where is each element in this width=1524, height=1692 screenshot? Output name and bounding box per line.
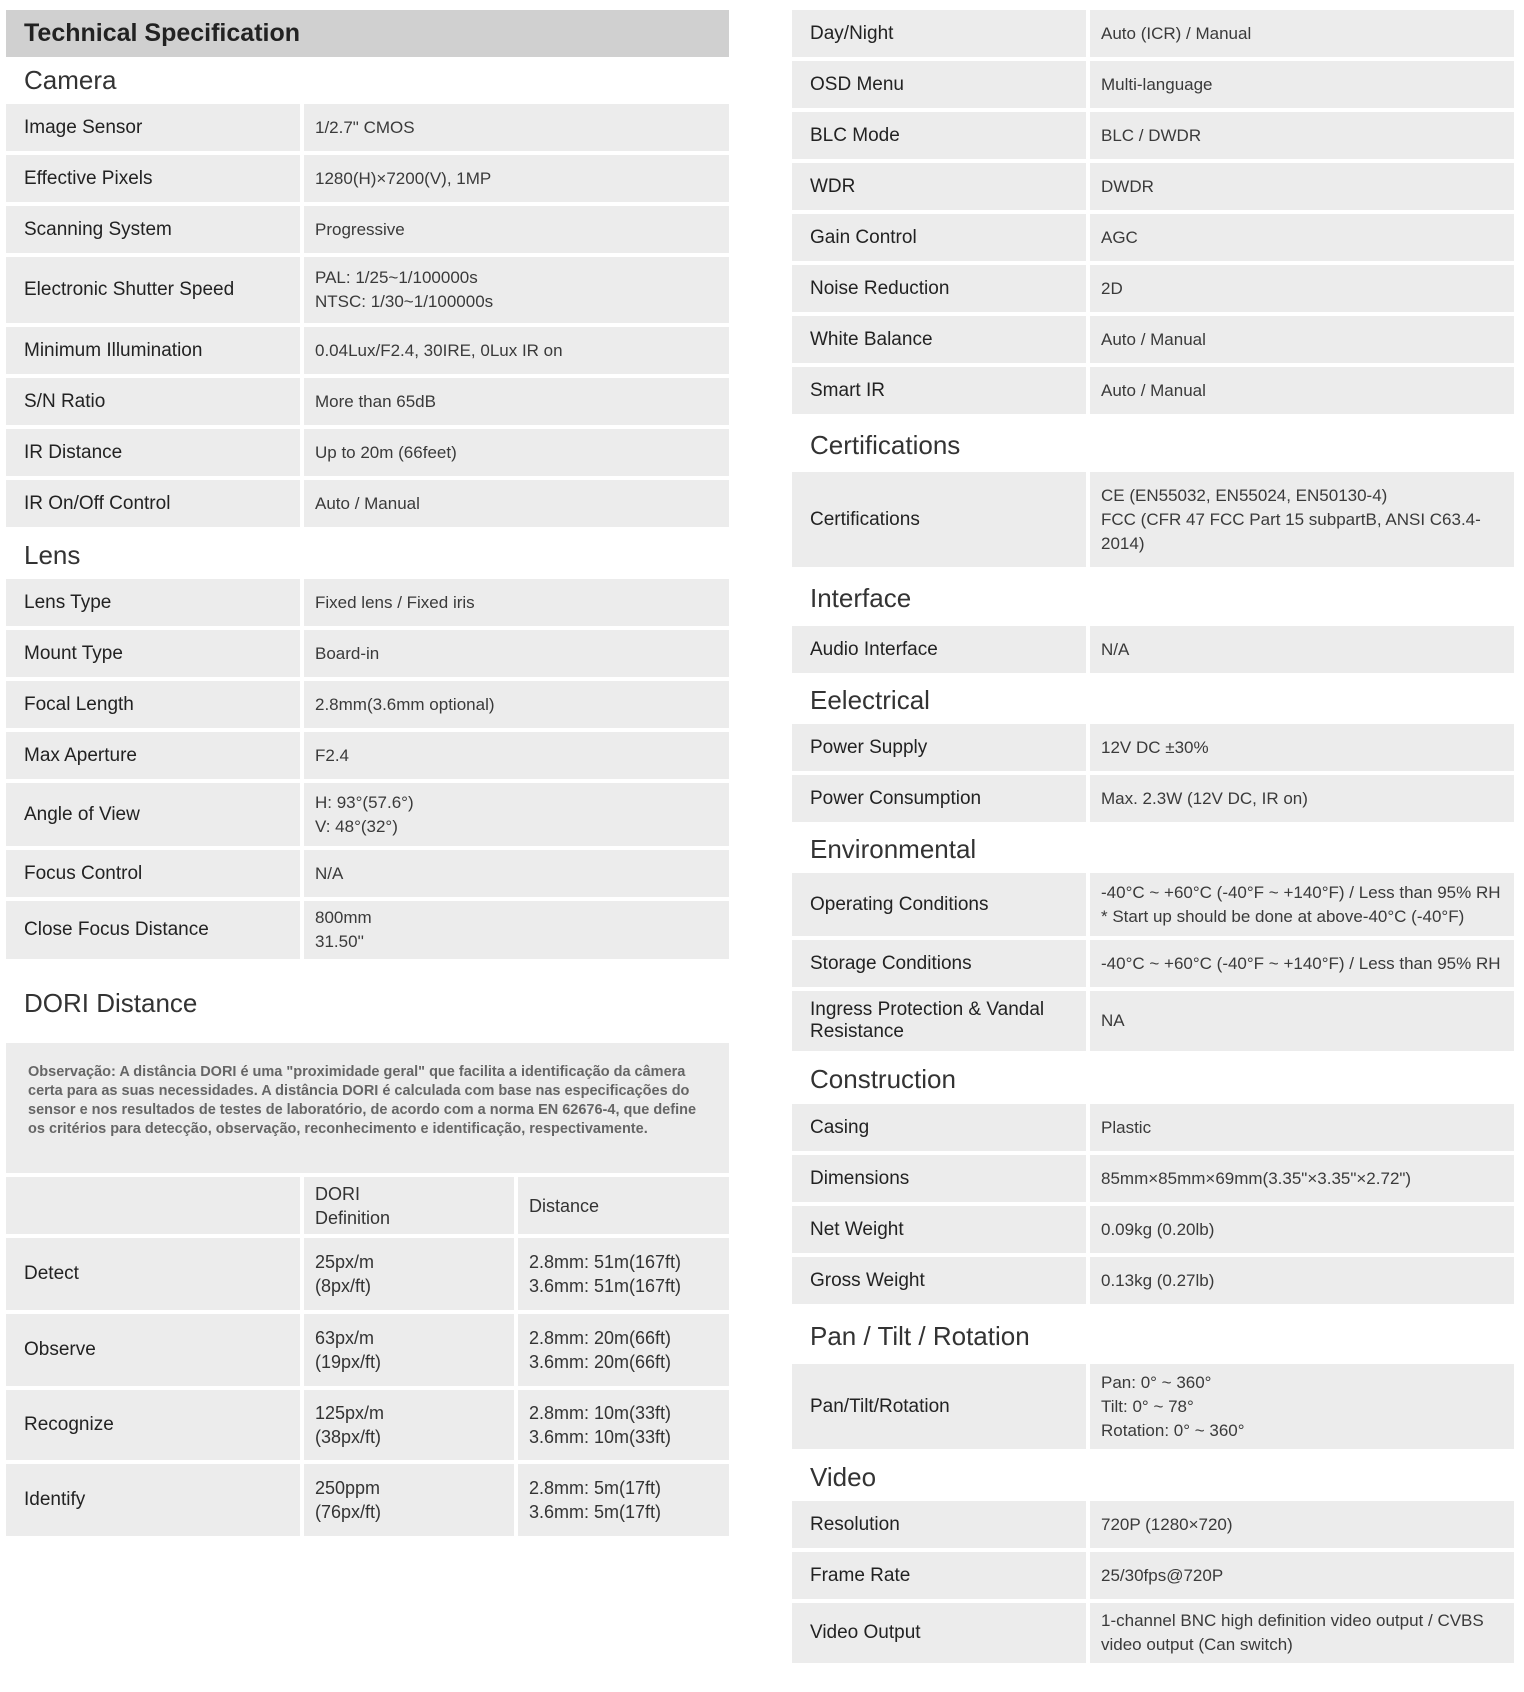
dori-definition: 125px/m (38px/ft) — [304, 1390, 514, 1460]
dori-section — [6, 963, 729, 1536]
spec-label: Scanning System — [6, 206, 300, 253]
spec-label: Frame Rate — [792, 1552, 1086, 1599]
dori-label: Identify — [6, 1464, 300, 1536]
spec-row — [6, 378, 729, 425]
spec-value: AGC — [1090, 214, 1514, 261]
spec-row — [792, 1364, 1514, 1449]
spec-value: Auto (ICR) / Manual — [1090, 10, 1514, 57]
spec-row — [6, 155, 729, 202]
spec-row — [792, 1155, 1514, 1202]
spec-value: 25/30fps@720P — [1090, 1552, 1514, 1599]
spec-label: Noise Reduction — [792, 265, 1086, 312]
spec-label: Lens Type — [6, 579, 300, 626]
spec-row — [792, 873, 1514, 936]
spec-label: Net Weight — [792, 1206, 1086, 1253]
spec-value: CE (EN55032, EN55024, EN50130-4) FCC (CFR 47 FCC Part 15 subpartB, ANSI C63.4-2014) — [1090, 472, 1514, 567]
spec-row — [792, 112, 1514, 159]
spec-row — [6, 429, 729, 476]
spec-label: White Balance — [792, 316, 1086, 363]
dori-label: Observe — [6, 1314, 300, 1386]
spec-value: 0.04Lux/F2.4, 30IRE, 0Lux IR on — [304, 327, 729, 374]
left-column — [6, 10, 729, 1540]
spec-label: Pan/Tilt/Rotation — [792, 1364, 1086, 1449]
dori-row — [6, 1314, 729, 1386]
spec-value: More than 65dB — [304, 378, 729, 425]
spec-row — [6, 783, 729, 846]
spec-label: Storage Conditions — [792, 940, 1086, 987]
spec-label: IR On/Off Control — [6, 480, 300, 527]
spec-value: Auto / Manual — [1090, 316, 1514, 363]
spec-row — [792, 1257, 1514, 1304]
section-heading: Environmental — [810, 834, 977, 864]
spec-label: Angle of View — [6, 783, 300, 846]
spec-row — [6, 630, 729, 677]
spec-label: Casing — [792, 1104, 1086, 1151]
section-heading: Camera — [24, 65, 117, 95]
dori-distance: 2.8mm: 51m(167ft) 3.6mm: 51m(167ft) — [518, 1238, 729, 1310]
dori-header-row — [6, 1177, 729, 1234]
spec-value: 800mm 31.50'' — [304, 901, 729, 959]
spec-row — [6, 206, 729, 253]
dori-row — [6, 1238, 729, 1310]
page-title: Technical Specification — [6, 10, 729, 57]
spec-label: Electronic Shutter Speed — [6, 257, 300, 323]
left-sections — [6, 57, 729, 959]
spec-value: 1/2.7" CMOS — [304, 104, 729, 151]
spec-label: Close Focus Distance — [6, 901, 300, 959]
dori-header-definition: DORI Definition — [304, 1177, 514, 1234]
section-heading: Certifications — [810, 429, 961, 460]
spec-label: Smart IR — [792, 367, 1086, 414]
spec-value: BLC / DWDR — [1090, 112, 1514, 159]
spec-row — [792, 724, 1514, 771]
spec-value: Up to 20m (66feet) — [304, 429, 729, 476]
dori-distance: 2.8mm: 10m(33ft) 3.6mm: 10m(33ft) — [518, 1390, 729, 1460]
spec-label: Power Supply — [792, 724, 1086, 771]
section-heading: Interface — [810, 583, 912, 613]
spec-row — [792, 214, 1514, 261]
section-heading: Video — [810, 1461, 877, 1492]
spec-value: 12V DC ±30% — [1090, 724, 1514, 771]
spec-row — [6, 901, 729, 959]
spec-label: Focal Length — [6, 681, 300, 728]
spec-label: IR Distance — [6, 429, 300, 476]
spec-value: 0.09kg (0.20lb) — [1090, 1206, 1514, 1253]
spec-value: DWDR — [1090, 163, 1514, 210]
dori-definition: 63px/m (19px/ft) — [304, 1314, 514, 1386]
spec-label: Video Output — [792, 1603, 1086, 1663]
spec-label: Certifications — [792, 472, 1086, 567]
dori-header-distance: Distance — [518, 1177, 729, 1234]
spec-value: 85mm×85mm×69mm(3.35"×3.35"×2.72") — [1090, 1155, 1514, 1202]
spec-row — [792, 367, 1514, 414]
spec-row — [792, 10, 1514, 57]
spec-value: PAL: 1/25~1/100000s NTSC: 1/30~1/100000s — [304, 257, 729, 323]
spec-value: NA — [1090, 991, 1514, 1051]
right-sections — [792, 10, 1514, 1663]
dori-definition: 25px/m (8px/ft) — [304, 1238, 514, 1310]
spec-value: Progressive — [304, 206, 729, 253]
spec-row — [6, 257, 729, 323]
spec-label: BLC Mode — [792, 112, 1086, 159]
spec-label: Mount Type — [6, 630, 300, 677]
dori-definition: 250ppm (76px/ft) — [304, 1464, 514, 1536]
spec-label: Minimum Illumination — [6, 327, 300, 374]
section-heading: Lens — [24, 539, 81, 570]
dori-distance: 2.8mm: 5m(17ft) 3.6mm: 5m(17ft) — [518, 1464, 729, 1536]
dori-label: Detect — [6, 1238, 300, 1310]
dori-row — [6, 1390, 729, 1460]
spec-row — [792, 1206, 1514, 1253]
spec-label: Focus Control — [6, 850, 300, 897]
dori-distance: 2.8mm: 20m(66ft) 3.6mm: 20m(66ft) — [518, 1314, 729, 1386]
spec-row — [6, 732, 729, 779]
spec-value: Plastic — [1090, 1104, 1514, 1151]
spec-label: WDR — [792, 163, 1086, 210]
spec-label: Max Aperture — [6, 732, 300, 779]
spec-value: N/A — [1090, 626, 1514, 673]
spec-value: 2D — [1090, 265, 1514, 312]
spec-value: -40°C ~ +60°C (-40°F ~ +140°F) / Less than 95% RH — [1090, 940, 1514, 987]
dori-header-blank — [6, 1177, 300, 1234]
spec-row — [6, 681, 729, 728]
spec-label: Day/Night — [792, 10, 1086, 57]
spec-row — [792, 472, 1514, 567]
spec-label: Ingress Protection & Vandal Resistance — [792, 991, 1086, 1051]
spec-value: Multi-language — [1090, 61, 1514, 108]
spec-value: Auto / Manual — [304, 480, 729, 527]
spec-label: Dimensions — [792, 1155, 1086, 1202]
spec-label: Gain Control — [792, 214, 1086, 261]
spec-label: Gross Weight — [792, 1257, 1086, 1304]
spec-row — [792, 61, 1514, 108]
spec-row — [792, 1603, 1514, 1663]
spec-value: 2.8mm(3.6mm optional) — [304, 681, 729, 728]
spec-value: Board-in — [304, 630, 729, 677]
spec-value: H: 93°(57.6°) V: 48°(32°) — [304, 783, 729, 846]
spec-row — [792, 1501, 1514, 1548]
section-heading: DORI Distance — [24, 987, 198, 1018]
spec-row — [6, 104, 729, 151]
spec-row — [792, 163, 1514, 210]
spec-label: Audio Interface — [792, 626, 1086, 673]
spec-label: Power Consumption — [792, 775, 1086, 822]
spec-row — [792, 316, 1514, 363]
spec-row — [792, 991, 1514, 1051]
spec-row — [6, 480, 729, 527]
spec-value: -40°C ~ +60°C (-40°F ~ +140°F) / Less than 95% RH * Start up should be done at above-40°C (-40°F) — [1090, 873, 1514, 936]
spec-value: 0.13kg (0.27lb) — [1090, 1257, 1514, 1304]
spec-row — [792, 1104, 1514, 1151]
spec-label: Resolution — [792, 1501, 1086, 1548]
spec-label: OSD Menu — [792, 61, 1086, 108]
spec-value: N/A — [304, 850, 729, 897]
spec-row — [792, 940, 1514, 987]
spec-value: Pan: 0° ~ 360° Tilt: 0° ~ 78° Rotation: 0° ~ 360° — [1090, 1364, 1514, 1449]
spec-value: 1280(H)×7200(V), 1MP — [304, 155, 729, 202]
dori-row — [6, 1464, 729, 1536]
spec-label: Image Sensor — [6, 104, 300, 151]
spec-label: S/N Ratio — [6, 378, 300, 425]
spec-value: Max. 2.3W (12V DC, IR on) — [1090, 775, 1514, 822]
spec-label: Operating Conditions — [792, 873, 1086, 936]
spec-row — [6, 579, 729, 626]
section-heading: Construction — [810, 1064, 956, 1094]
section-heading: Pan / Tilt / Rotation — [810, 1320, 1030, 1351]
spec-label: Effective Pixels — [6, 155, 300, 202]
spec-row — [792, 1552, 1514, 1599]
right-column — [792, 10, 1514, 1667]
spec-row — [6, 327, 729, 374]
spec-row — [792, 265, 1514, 312]
spec-row — [792, 626, 1514, 673]
spec-row — [6, 850, 729, 897]
spec-value: 1-channel BNC high definition video output / CVBS video output (Can switch) — [1090, 1603, 1514, 1663]
spec-value: F2.4 — [304, 732, 729, 779]
dori-rows — [6, 1238, 729, 1536]
spec-value: Fixed lens / Fixed iris — [304, 579, 729, 626]
dori-label: Recognize — [6, 1390, 300, 1460]
spec-row — [792, 775, 1514, 822]
spec-value: 720P (1280×720) — [1090, 1501, 1514, 1548]
section-heading: Eelectrical — [810, 685, 930, 715]
spec-value: Auto / Manual — [1090, 367, 1514, 414]
dori-note: Observação: A distância DORI é uma "proximidade geral" que facilita a identificação da câmera certa para as suas necessidades. A distância DORI é calculada com base nas especificações do sensor e nos resultados de testes de laboratório, de acordo com a norma EN 62676-4, que define os critérios para detecção, observação, reconhecimento e identificação, respectivamente. — [6, 1043, 729, 1173]
